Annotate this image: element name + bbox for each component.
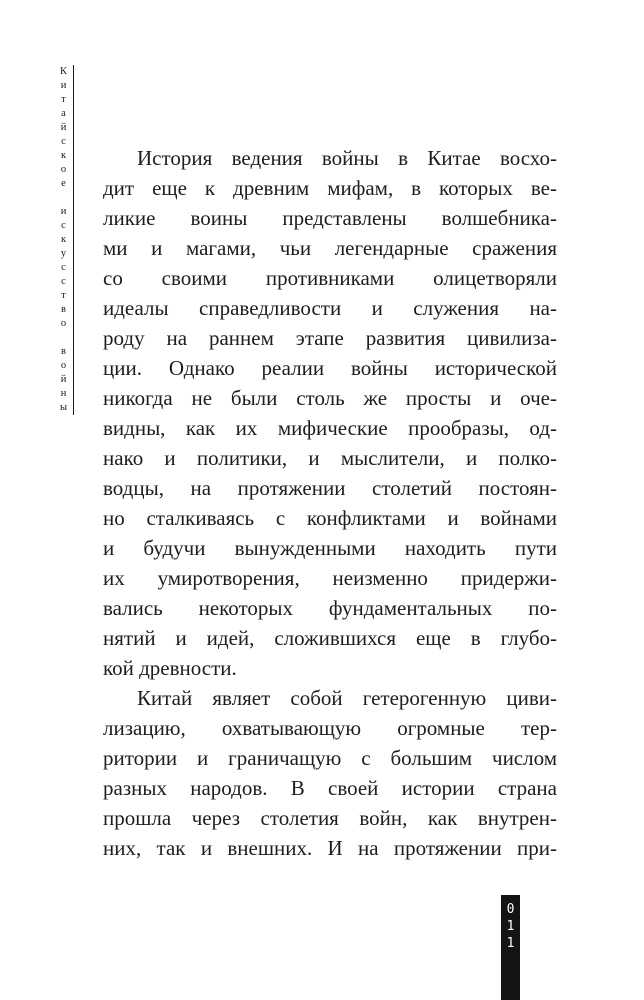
- text-line: со своими противниками олицетворяли: [103, 266, 557, 290]
- sidebar-letter: с: [61, 220, 66, 231]
- sidebar-letter: е: [61, 178, 66, 189]
- sidebar-letter: и: [60, 206, 67, 217]
- text-line: дит еще к древним мифам, в которых ве-: [103, 176, 557, 200]
- text-line: кой древности.: [103, 656, 237, 680]
- text-line: нятий и идей, сложившихся еще в глубо-: [103, 626, 557, 650]
- text-line: лизацию, охватывающую огромные тер-: [103, 716, 557, 740]
- sidebar-letter-gap: [54, 191, 73, 205]
- text-line: роду на раннем этапе развития цивилиза-: [103, 326, 557, 350]
- page-number-digit: 1: [506, 919, 515, 934]
- text-line: их умиротворения, неизменно придержи-: [103, 566, 557, 590]
- text-line: ликие воины представлены волшебника-: [103, 206, 557, 230]
- text-line: вались некоторых фундаментальных по-: [103, 596, 557, 620]
- sidebar-letter: н: [60, 388, 67, 399]
- text-line: водцы, на протяжении столетий постоян-: [103, 476, 557, 500]
- page-number-bar: [501, 895, 520, 1000]
- text-line: разных народов. В своей истории страна: [103, 776, 557, 800]
- text-line: Китай являет собой гетерогенную циви-: [137, 686, 557, 710]
- sidebar-letter: с: [61, 136, 66, 147]
- sidebar-letter: о: [60, 360, 67, 371]
- chapter-vertical-title: [54, 65, 74, 415]
- text-line: видны, как их мифические прообразы, од-: [103, 416, 557, 440]
- sidebar-letter: к: [60, 234, 67, 245]
- text-line: но сталкиваясь с конфликтами и войнами: [103, 506, 557, 530]
- body-text: [103, 143, 557, 863]
- page-number-digit: 1: [506, 936, 515, 951]
- text-line: ми и магами, чьи легендарные сражения: [103, 236, 557, 260]
- sidebar-letter: о: [60, 318, 67, 329]
- sidebar-letter: й: [60, 374, 67, 385]
- text-line: идеалы справедливости и служения на-: [103, 296, 557, 320]
- sidebar-letter: т: [61, 290, 66, 301]
- sidebar-letter: ы: [59, 402, 68, 413]
- text-line: и будучи вынужденными находить пути: [103, 536, 557, 560]
- sidebar-letter-gap: [54, 331, 73, 345]
- text-line: нако и политики, и мыслители, и полко-: [103, 446, 557, 470]
- text-line: них, так и внешних. И на протяжении при-: [103, 836, 557, 860]
- text-line: прошла через столетия войн, как внутрен-: [103, 806, 557, 830]
- sidebar-letter: к: [60, 150, 67, 161]
- sidebar-letter: в: [61, 304, 66, 315]
- text-line: ции. Однако реалии войны исторической: [103, 356, 557, 380]
- sidebar-letter: т: [61, 94, 66, 105]
- text-line: ритории и граничащую с большим числом: [103, 746, 557, 770]
- sidebar-letter: й: [60, 122, 67, 133]
- sidebar-letter: о: [60, 164, 67, 175]
- sidebar-letter: а: [61, 108, 66, 119]
- sidebar-letter: у: [60, 248, 67, 259]
- sidebar-letter: с: [61, 276, 66, 287]
- sidebar-letter: и: [60, 80, 67, 91]
- text-line: никогда не были столь же просты и оче-: [103, 386, 557, 410]
- sidebar-letter: с: [61, 262, 66, 273]
- text-line: История ведения войны в Китае восхо-: [137, 146, 557, 170]
- sidebar-letter: в: [61, 346, 66, 357]
- page-number-digit: 0: [506, 902, 515, 917]
- sidebar-letter: К: [59, 66, 67, 77]
